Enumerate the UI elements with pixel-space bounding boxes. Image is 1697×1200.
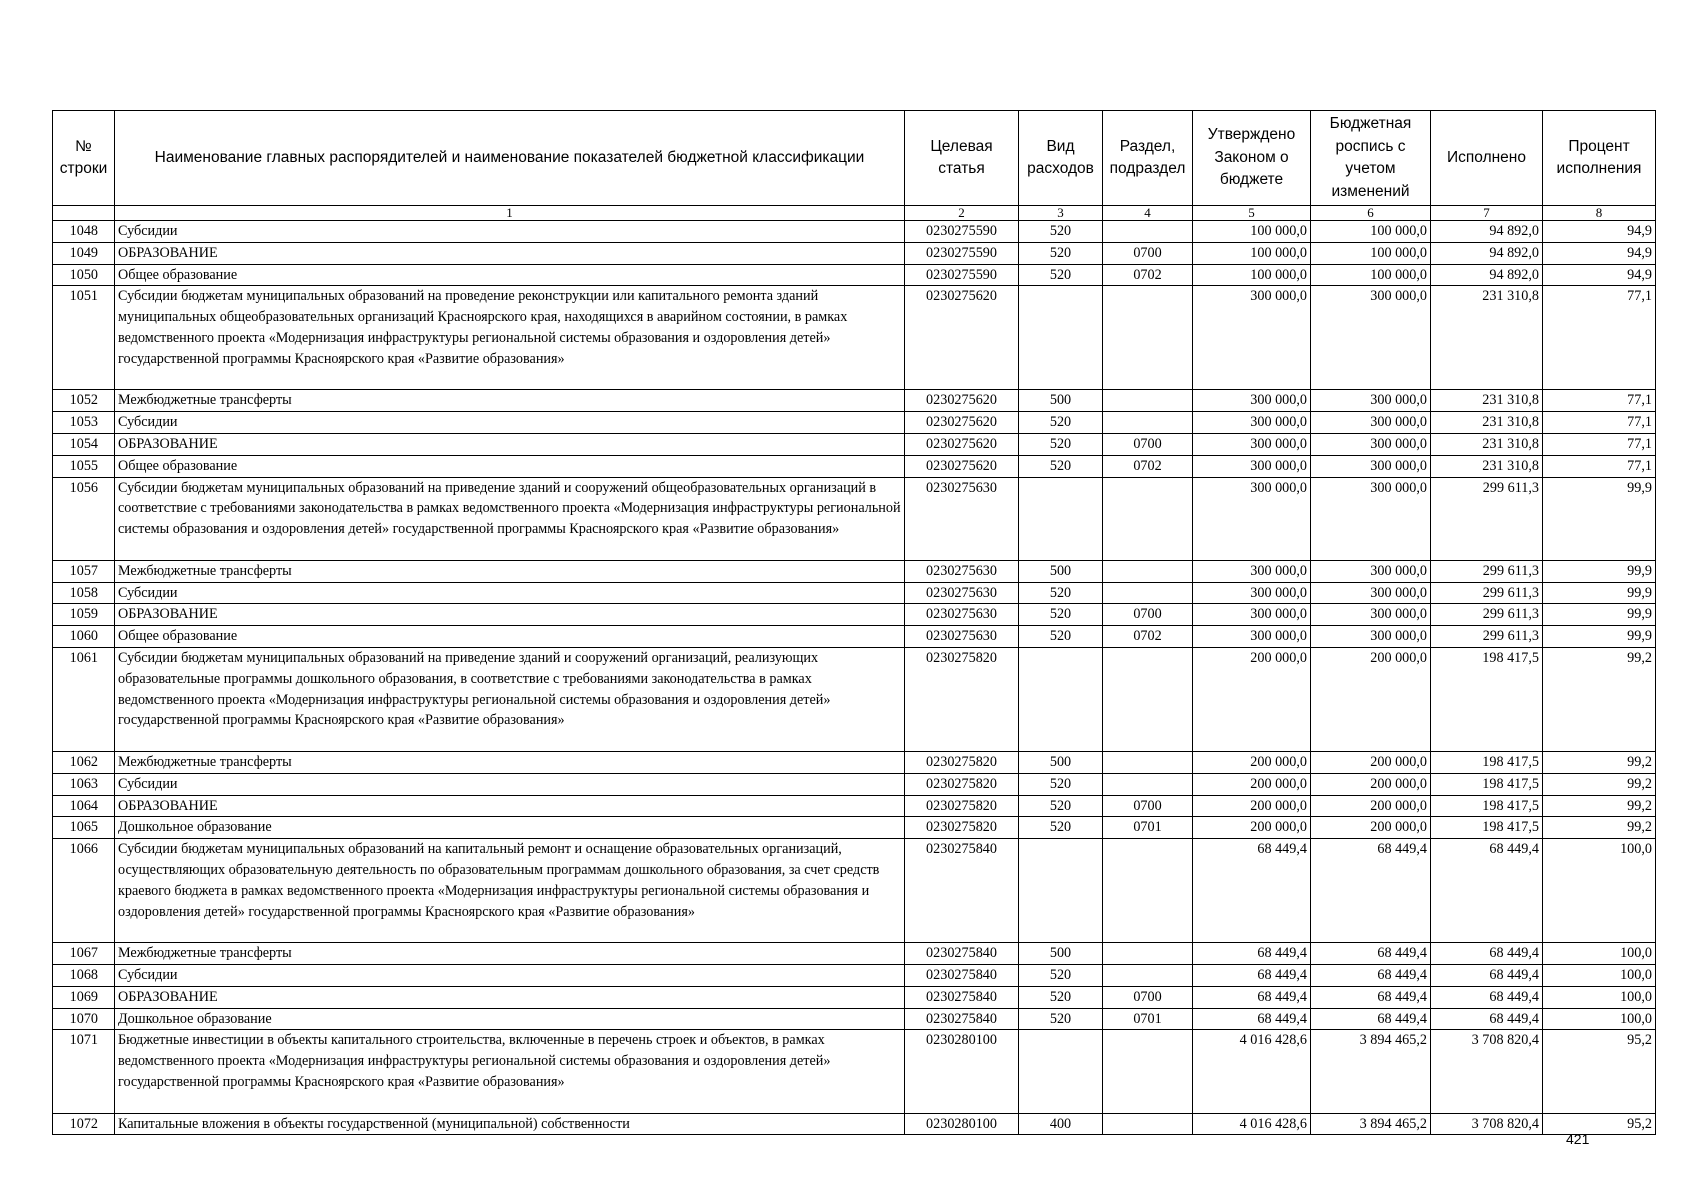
row-budget-list: 68 449,4	[1311, 943, 1431, 965]
header-name: Наименование главных распорядителей и наименование показателей бюджетной классификации	[115, 111, 905, 206]
row-target-article: 0230275620	[905, 455, 1019, 477]
row-approved: 100 000,0	[1193, 221, 1311, 243]
row-approved: 100 000,0	[1193, 264, 1311, 286]
row-budget-list: 3 894 465,2	[1311, 1113, 1431, 1135]
row-number: 1057	[53, 560, 115, 582]
row-percent: 95,2	[1543, 1030, 1656, 1113]
header-section: Раздел, подраздел	[1103, 111, 1193, 206]
row-name: Общее образование	[115, 455, 905, 477]
table-row	[53, 477, 1656, 560]
header-expense-type: Вид расходов	[1019, 111, 1103, 206]
row-number: 1049	[53, 242, 115, 264]
row-approved: 300 000,0	[1193, 390, 1311, 412]
column-number: 5	[1193, 206, 1311, 221]
row-executed: 231 310,8	[1431, 286, 1543, 390]
row-target-article: 0230275840	[905, 964, 1019, 986]
row-budget-list: 200 000,0	[1311, 751, 1431, 773]
row-budget-list: 300 000,0	[1311, 626, 1431, 648]
row-section: 0701	[1103, 817, 1193, 839]
row-expense-type: 500	[1019, 751, 1103, 773]
row-section	[1103, 1113, 1193, 1135]
header-executed: Исполнено	[1431, 111, 1543, 206]
row-budget-list: 68 449,4	[1311, 1008, 1431, 1030]
header-row-number: № строки	[53, 111, 115, 206]
table-row	[53, 242, 1656, 264]
row-approved: 200 000,0	[1193, 817, 1311, 839]
row-expense-type: 520	[1019, 264, 1103, 286]
row-executed: 299 611,3	[1431, 477, 1543, 560]
row-target-article: 0230275840	[905, 943, 1019, 965]
row-target-article: 0230275630	[905, 560, 1019, 582]
row-name: Субсидии бюджетам муниципальных образований на проведение реконструкции или капитального ремонта зданий муниципальных общеобразовательных организаций Красноярского края, находящихся в аварийном состоянии, в рамках ведомственного проекта «Модернизация инфраструктуры региональной системы образования и оздоровления детей» государственной программы Красноярского края «Развитие образования»	[115, 286, 905, 390]
row-target-article: 0230275630	[905, 604, 1019, 626]
row-percent: 99,9	[1543, 560, 1656, 582]
row-name: Общее образование	[115, 626, 905, 648]
row-percent: 99,2	[1543, 817, 1656, 839]
header-budget-list: Бюджетная роспись с учетом изменений	[1311, 111, 1431, 206]
row-percent: 99,2	[1543, 751, 1656, 773]
row-percent: 99,2	[1543, 647, 1656, 751]
row-section: 0700	[1103, 986, 1193, 1008]
table-row	[53, 390, 1656, 412]
row-budget-list: 200 000,0	[1311, 817, 1431, 839]
row-target-article: 0230275820	[905, 817, 1019, 839]
row-number: 1065	[53, 817, 115, 839]
row-section	[1103, 647, 1193, 751]
row-percent: 99,9	[1543, 626, 1656, 648]
row-executed: 3 708 820,4	[1431, 1030, 1543, 1113]
row-executed: 68 449,4	[1431, 964, 1543, 986]
row-target-article: 0230275820	[905, 795, 1019, 817]
row-expense-type: 520	[1019, 221, 1103, 243]
row-number: 1051	[53, 286, 115, 390]
row-section	[1103, 390, 1193, 412]
row-budget-list: 100 000,0	[1311, 221, 1431, 243]
row-number: 1069	[53, 986, 115, 1008]
row-target-article: 0230275590	[905, 242, 1019, 264]
row-number: 1050	[53, 264, 115, 286]
row-executed: 198 417,5	[1431, 773, 1543, 795]
row-name: Субсидии бюджетам муниципальных образований на капитальный ремонт и оснащение образовательных организаций, осуществляющих образовательную деятельность по образовательным программам дошкольного образования, за счет средств краевого бюджета в рамках ведомственного проекта «Модернизация инфраструктуры региональной системы образования и оздоровления детей» государственной программы Красноярского края «Развитие образования»	[115, 839, 905, 943]
row-section	[1103, 964, 1193, 986]
row-percent: 77,1	[1543, 412, 1656, 434]
row-name: ОБРАЗОВАНИЕ	[115, 433, 905, 455]
table-row	[53, 964, 1656, 986]
row-section: 0702	[1103, 264, 1193, 286]
row-section: 0700	[1103, 242, 1193, 264]
table-row	[53, 943, 1656, 965]
row-expense-type: 400	[1019, 1113, 1103, 1135]
table-row	[53, 839, 1656, 943]
row-executed: 198 417,5	[1431, 817, 1543, 839]
row-executed: 198 417,5	[1431, 751, 1543, 773]
table-row	[53, 647, 1656, 751]
column-number	[53, 206, 115, 221]
row-approved: 200 000,0	[1193, 795, 1311, 817]
table-row	[53, 286, 1656, 390]
row-expense-type: 520	[1019, 626, 1103, 648]
row-percent: 94,9	[1543, 221, 1656, 243]
row-budget-list: 300 000,0	[1311, 433, 1431, 455]
row-target-article: 0230275820	[905, 751, 1019, 773]
row-percent: 100,0	[1543, 986, 1656, 1008]
row-section	[1103, 582, 1193, 604]
row-percent: 99,9	[1543, 477, 1656, 560]
row-executed: 231 310,8	[1431, 433, 1543, 455]
row-number: 1064	[53, 795, 115, 817]
row-number: 1066	[53, 839, 115, 943]
row-percent: 100,0	[1543, 1008, 1656, 1030]
row-budget-list: 100 000,0	[1311, 242, 1431, 264]
table-row	[53, 1113, 1656, 1135]
row-executed: 231 310,8	[1431, 455, 1543, 477]
row-executed: 94 892,0	[1431, 264, 1543, 286]
row-expense-type: 520	[1019, 986, 1103, 1008]
row-number: 1071	[53, 1030, 115, 1113]
column-number: 7	[1431, 206, 1543, 221]
row-number: 1048	[53, 221, 115, 243]
row-budget-list: 300 000,0	[1311, 604, 1431, 626]
row-name: Межбюджетные трансферты	[115, 751, 905, 773]
row-approved: 300 000,0	[1193, 582, 1311, 604]
row-name: Субсидии	[115, 964, 905, 986]
row-executed: 198 417,5	[1431, 647, 1543, 751]
row-budget-list: 300 000,0	[1311, 582, 1431, 604]
row-name: Межбюджетные трансферты	[115, 390, 905, 412]
table-row	[53, 795, 1656, 817]
row-executed: 299 611,3	[1431, 604, 1543, 626]
row-expense-type: 520	[1019, 604, 1103, 626]
row-expense-type	[1019, 839, 1103, 943]
row-expense-type: 500	[1019, 943, 1103, 965]
table-body	[53, 221, 1656, 1135]
column-number: 1	[115, 206, 905, 221]
row-expense-type: 520	[1019, 1008, 1103, 1030]
row-budget-list: 200 000,0	[1311, 795, 1431, 817]
header-approved: Утверждено Законом о бюджете	[1193, 111, 1311, 206]
row-executed: 68 449,4	[1431, 839, 1543, 943]
row-approved: 200 000,0	[1193, 647, 1311, 751]
row-target-article: 0230275840	[905, 986, 1019, 1008]
row-approved: 68 449,4	[1193, 839, 1311, 943]
row-number: 1052	[53, 390, 115, 412]
row-name: Субсидии	[115, 221, 905, 243]
table-row	[53, 433, 1656, 455]
row-percent: 99,2	[1543, 795, 1656, 817]
row-executed: 68 449,4	[1431, 943, 1543, 965]
table-row	[53, 412, 1656, 434]
row-number: 1054	[53, 433, 115, 455]
table-row	[53, 1030, 1656, 1113]
column-number: 8	[1543, 206, 1656, 221]
row-approved: 100 000,0	[1193, 242, 1311, 264]
row-number: 1070	[53, 1008, 115, 1030]
row-target-article: 0230275630	[905, 477, 1019, 560]
row-approved: 68 449,4	[1193, 943, 1311, 965]
row-section: 0702	[1103, 626, 1193, 648]
row-target-article: 0230275820	[905, 647, 1019, 751]
row-executed: 299 611,3	[1431, 560, 1543, 582]
row-expense-type: 520	[1019, 795, 1103, 817]
row-target-article: 0230275620	[905, 286, 1019, 390]
row-percent: 77,1	[1543, 286, 1656, 390]
row-section	[1103, 286, 1193, 390]
row-name: ОБРАЗОВАНИЕ	[115, 242, 905, 264]
row-executed: 299 611,3	[1431, 582, 1543, 604]
row-expense-type	[1019, 286, 1103, 390]
row-budget-list: 68 449,4	[1311, 839, 1431, 943]
row-executed: 198 417,5	[1431, 795, 1543, 817]
table-row	[53, 560, 1656, 582]
row-section	[1103, 221, 1193, 243]
row-target-article: 0230275620	[905, 412, 1019, 434]
row-number: 1072	[53, 1113, 115, 1135]
row-expense-type: 520	[1019, 964, 1103, 986]
row-number: 1058	[53, 582, 115, 604]
row-name: Капитальные вложения в объекты государственной (муниципальной) собственности	[115, 1113, 905, 1135]
row-executed: 231 310,8	[1431, 412, 1543, 434]
row-name: Бюджетные инвестиции в объекты капитального строительства, включенные в перечень строек и объектов, в рамках ведомственного проекта «Модернизация инфраструктуры региональной системы образования и оздоровления детей» государственной программы Красноярского края «Развитие образования»	[115, 1030, 905, 1113]
row-budget-list: 200 000,0	[1311, 773, 1431, 795]
row-executed: 94 892,0	[1431, 242, 1543, 264]
table-row	[53, 1008, 1656, 1030]
row-percent: 99,9	[1543, 582, 1656, 604]
row-expense-type: 520	[1019, 582, 1103, 604]
row-section: 0700	[1103, 795, 1193, 817]
row-approved: 300 000,0	[1193, 286, 1311, 390]
row-name: Дошкольное образование	[115, 1008, 905, 1030]
header-row	[53, 111, 1656, 206]
row-section	[1103, 773, 1193, 795]
table-row	[53, 773, 1656, 795]
row-expense-type: 520	[1019, 242, 1103, 264]
row-budget-list: 200 000,0	[1311, 647, 1431, 751]
row-number: 1061	[53, 647, 115, 751]
row-section: 0701	[1103, 1008, 1193, 1030]
row-name: Субсидии	[115, 773, 905, 795]
row-expense-type: 500	[1019, 390, 1103, 412]
row-approved: 300 000,0	[1193, 477, 1311, 560]
row-budget-list: 100 000,0	[1311, 264, 1431, 286]
row-expense-type: 520	[1019, 817, 1103, 839]
table-row	[53, 626, 1656, 648]
row-executed: 3 708 820,4	[1431, 1113, 1543, 1135]
row-executed: 68 449,4	[1431, 1008, 1543, 1030]
row-approved: 4 016 428,6	[1193, 1113, 1311, 1135]
row-section	[1103, 477, 1193, 560]
header-target-article: Целевая статья	[905, 111, 1019, 206]
row-target-article: 0230275840	[905, 839, 1019, 943]
row-number: 1056	[53, 477, 115, 560]
row-approved: 300 000,0	[1193, 433, 1311, 455]
row-name: ОБРАЗОВАНИЕ	[115, 795, 905, 817]
row-section: 0700	[1103, 433, 1193, 455]
row-approved: 300 000,0	[1193, 455, 1311, 477]
row-approved: 68 449,4	[1193, 1008, 1311, 1030]
table-row	[53, 986, 1656, 1008]
row-expense-type: 520	[1019, 412, 1103, 434]
row-approved: 300 000,0	[1193, 560, 1311, 582]
row-approved: 68 449,4	[1193, 964, 1311, 986]
row-approved: 200 000,0	[1193, 751, 1311, 773]
row-budget-list: 300 000,0	[1311, 412, 1431, 434]
row-section	[1103, 1030, 1193, 1113]
row-approved: 300 000,0	[1193, 604, 1311, 626]
column-number: 4	[1103, 206, 1193, 221]
row-approved: 200 000,0	[1193, 773, 1311, 795]
row-percent: 100,0	[1543, 943, 1656, 965]
table-row	[53, 604, 1656, 626]
row-target-article: 0230280100	[905, 1030, 1019, 1113]
row-target-article: 0230275620	[905, 433, 1019, 455]
row-percent: 100,0	[1543, 839, 1656, 943]
row-target-article: 0230275840	[905, 1008, 1019, 1030]
row-section	[1103, 412, 1193, 434]
row-name: Общее образование	[115, 264, 905, 286]
row-section	[1103, 839, 1193, 943]
row-percent: 94,9	[1543, 264, 1656, 286]
table-row	[53, 264, 1656, 286]
row-section: 0702	[1103, 455, 1193, 477]
column-number: 6	[1311, 206, 1431, 221]
row-expense-type	[1019, 1030, 1103, 1113]
row-expense-type: 520	[1019, 455, 1103, 477]
row-number: 1060	[53, 626, 115, 648]
row-percent: 77,1	[1543, 433, 1656, 455]
row-section	[1103, 751, 1193, 773]
row-target-article: 0230275630	[905, 626, 1019, 648]
header-percent: Процент исполнения	[1543, 111, 1656, 206]
row-executed: 299 611,3	[1431, 626, 1543, 648]
row-number: 1067	[53, 943, 115, 965]
row-section	[1103, 560, 1193, 582]
page-number: 421	[1566, 1131, 1590, 1147]
row-approved: 68 449,4	[1193, 986, 1311, 1008]
table-row	[53, 817, 1656, 839]
row-target-article: 0230275590	[905, 264, 1019, 286]
row-budget-list: 300 000,0	[1311, 390, 1431, 412]
row-number: 1062	[53, 751, 115, 773]
row-target-article: 0230275620	[905, 390, 1019, 412]
row-budget-list: 300 000,0	[1311, 286, 1431, 390]
row-expense-type: 520	[1019, 773, 1103, 795]
budget-execution-table	[52, 110, 1656, 1135]
row-name: Субсидии	[115, 582, 905, 604]
row-percent: 100,0	[1543, 964, 1656, 986]
column-number: 2	[905, 206, 1019, 221]
row-percent: 77,1	[1543, 390, 1656, 412]
column-number-row	[53, 206, 1656, 221]
row-name: Субсидии бюджетам муниципальных образований на приведение зданий и сооружений общеобразовательных организаций в соответствие с требованиями законодательства в рамках ведомственного проекта «Модернизация инфраструктуры региональной системы образования и оздоровления детей» государственной программы Красноярского края «Развитие образования»	[115, 477, 905, 560]
row-name: Дошкольное образование	[115, 817, 905, 839]
row-expense-type: 500	[1019, 560, 1103, 582]
table-row	[53, 582, 1656, 604]
row-name: Субсидии бюджетам муниципальных образований на приведение зданий и сооружений организаций, реализующих образовательные программы дошкольного образования, в соответствие с требованиями законодательства в рамках ведомственного проекта «Модернизация инфраструктуры региональной системы образования и оздоровления детей» государственной программы Красноярского края «Развитие образования»	[115, 647, 905, 751]
row-budget-list: 300 000,0	[1311, 477, 1431, 560]
table-row	[53, 455, 1656, 477]
row-target-article: 0230275630	[905, 582, 1019, 604]
row-section	[1103, 943, 1193, 965]
row-percent: 99,2	[1543, 773, 1656, 795]
row-expense-type: 520	[1019, 433, 1103, 455]
row-name: ОБРАЗОВАНИЕ	[115, 604, 905, 626]
column-number: 3	[1019, 206, 1103, 221]
row-expense-type	[1019, 647, 1103, 751]
row-number: 1068	[53, 964, 115, 986]
row-section: 0700	[1103, 604, 1193, 626]
table-row	[53, 751, 1656, 773]
row-expense-type	[1019, 477, 1103, 560]
row-budget-list: 3 894 465,2	[1311, 1030, 1431, 1113]
row-number: 1059	[53, 604, 115, 626]
row-budget-list: 68 449,4	[1311, 964, 1431, 986]
row-target-article: 0230275820	[905, 773, 1019, 795]
row-executed: 231 310,8	[1431, 390, 1543, 412]
row-executed: 68 449,4	[1431, 986, 1543, 1008]
row-approved: 300 000,0	[1193, 412, 1311, 434]
row-number: 1053	[53, 412, 115, 434]
row-percent: 77,1	[1543, 455, 1656, 477]
table-row	[53, 221, 1656, 243]
row-percent: 94,9	[1543, 242, 1656, 264]
row-approved: 4 016 428,6	[1193, 1030, 1311, 1113]
row-approved: 300 000,0	[1193, 626, 1311, 648]
row-name: ОБРАЗОВАНИЕ	[115, 986, 905, 1008]
row-number: 1055	[53, 455, 115, 477]
row-target-article: 0230275590	[905, 221, 1019, 243]
row-percent: 99,9	[1543, 604, 1656, 626]
row-percent: 95,2	[1543, 1113, 1656, 1135]
row-budget-list: 68 449,4	[1311, 986, 1431, 1008]
row-name: Межбюджетные трансферты	[115, 943, 905, 965]
row-number: 1063	[53, 773, 115, 795]
row-budget-list: 300 000,0	[1311, 455, 1431, 477]
row-executed: 94 892,0	[1431, 221, 1543, 243]
row-name: Субсидии	[115, 412, 905, 434]
row-budget-list: 300 000,0	[1311, 560, 1431, 582]
row-target-article: 0230280100	[905, 1113, 1019, 1135]
row-name: Межбюджетные трансферты	[115, 560, 905, 582]
